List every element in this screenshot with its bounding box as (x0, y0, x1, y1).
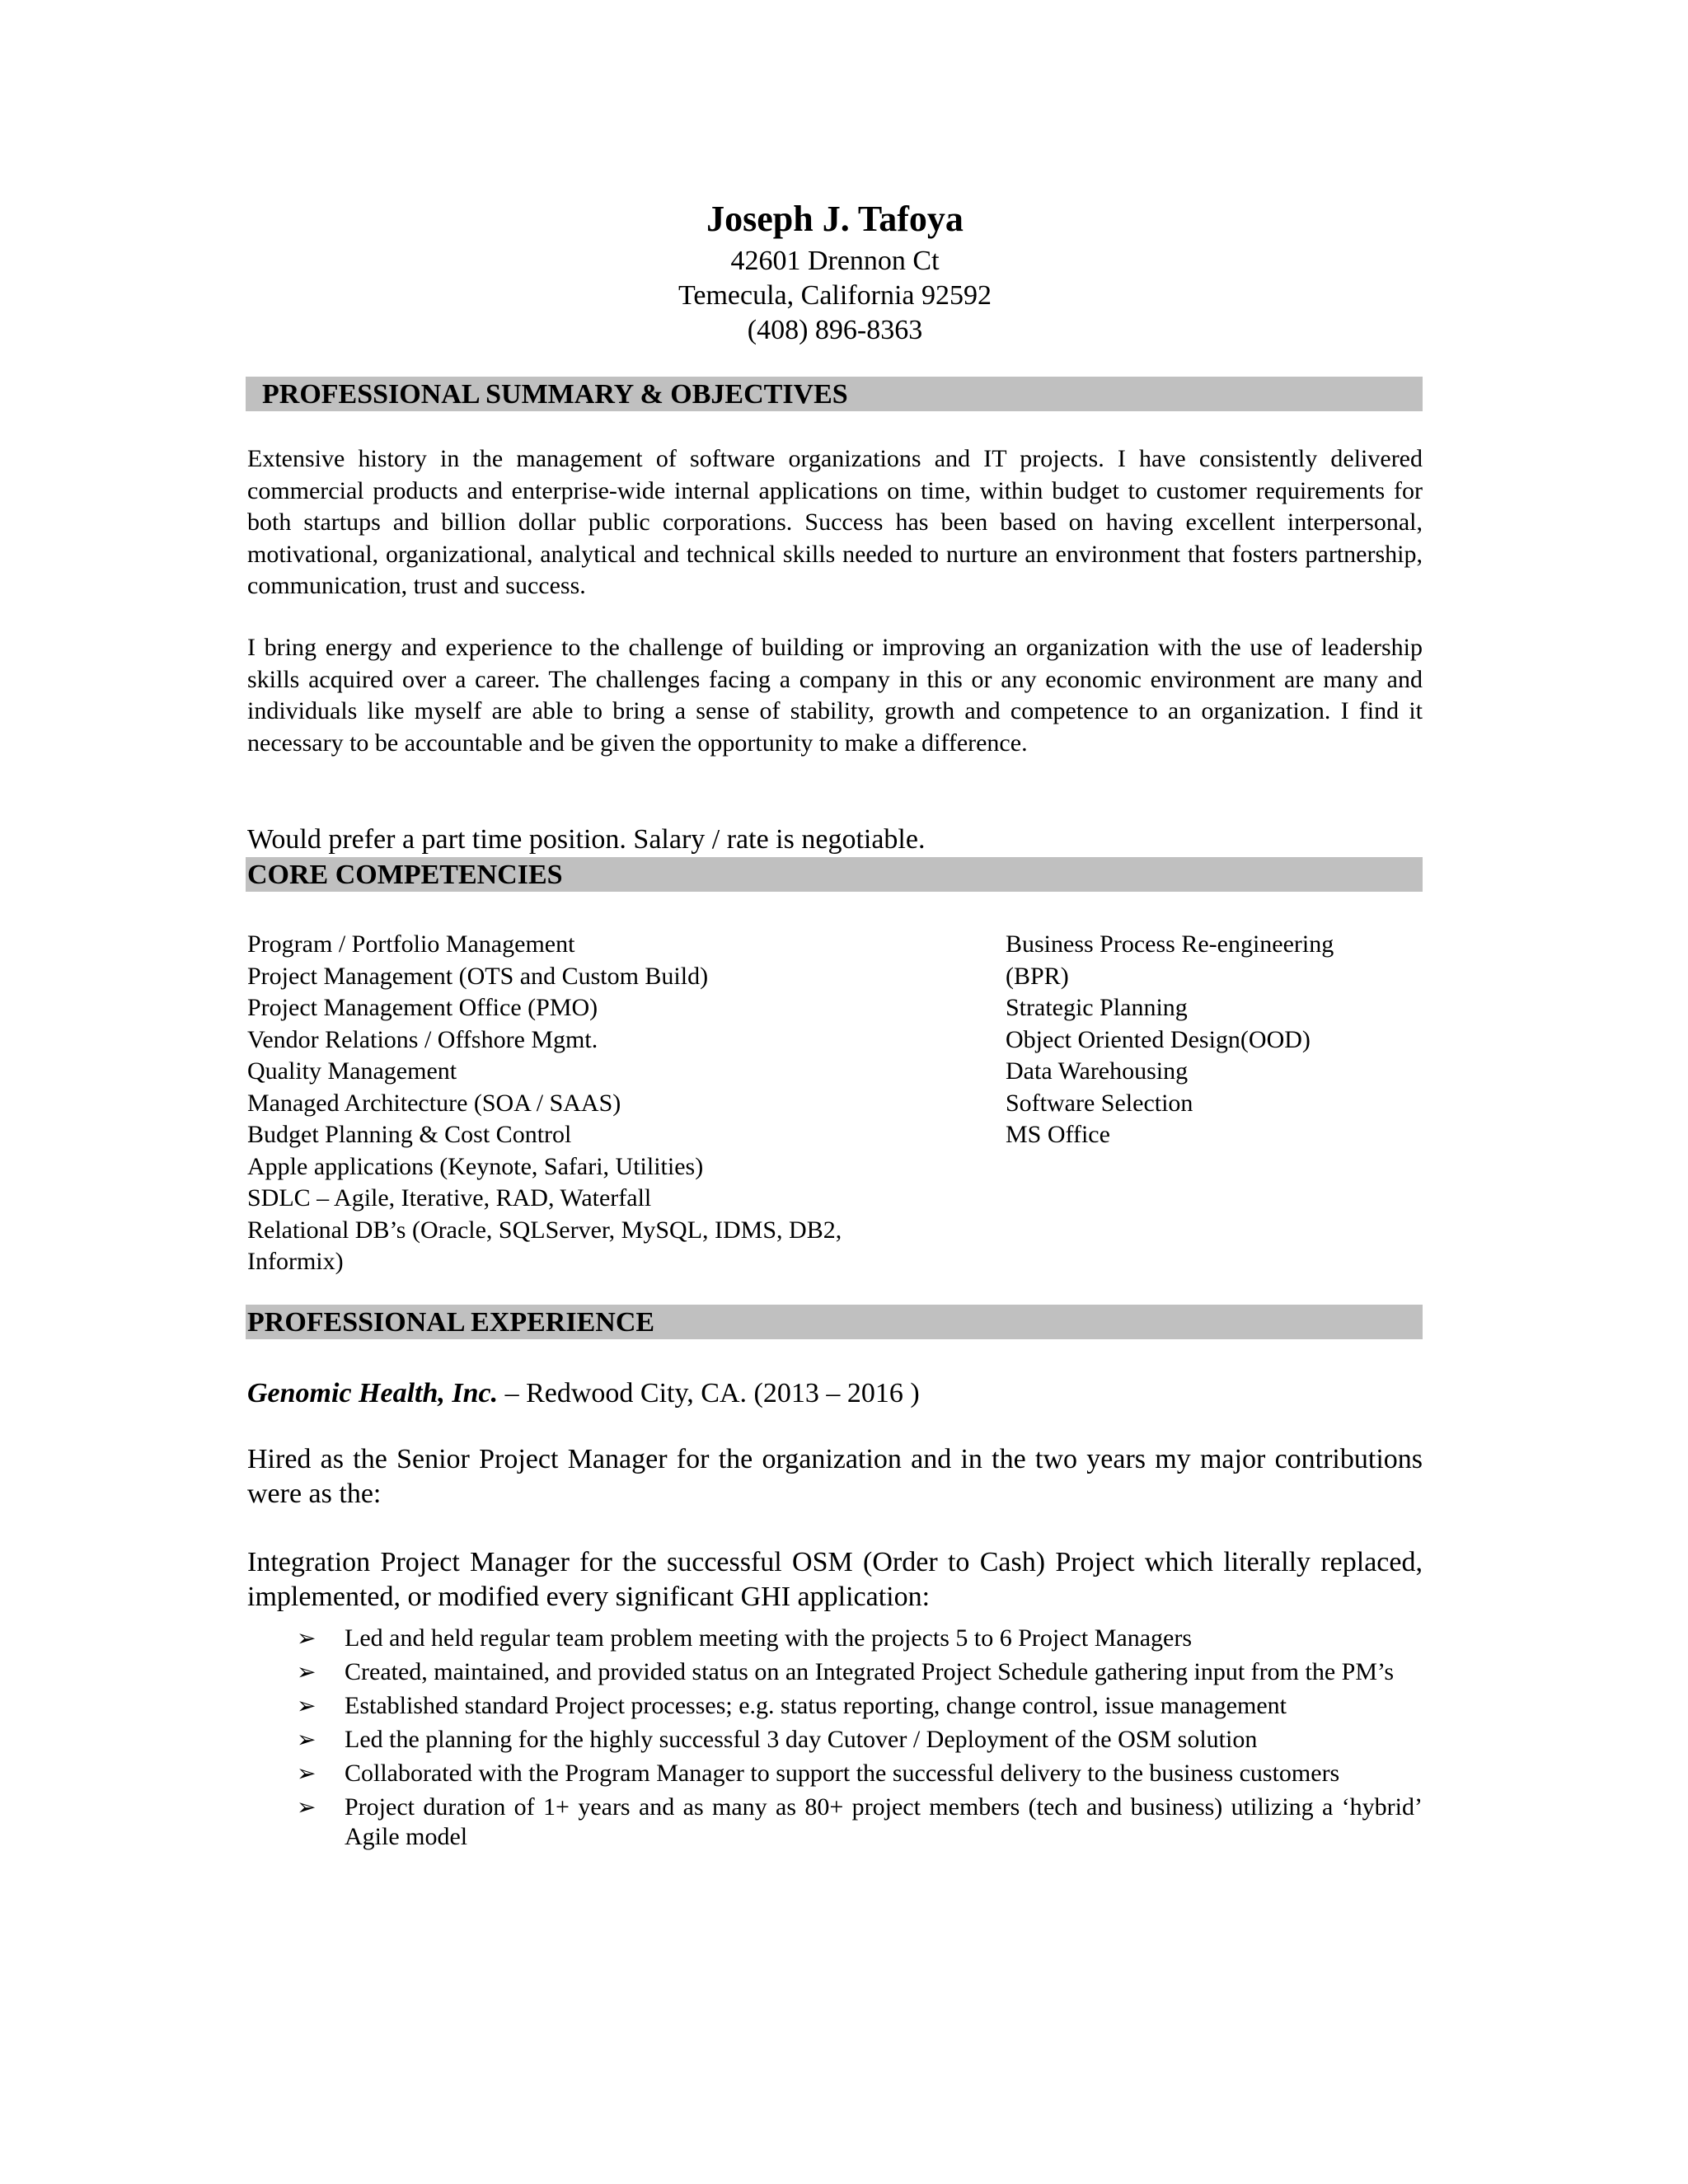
list-item (247, 1691, 1423, 1721)
competency-item: MS Office (1006, 1121, 1110, 1148)
employer-line (247, 1376, 920, 1411)
company-name: Genomic Health, Inc. (247, 1378, 499, 1408)
list-item (247, 1759, 1423, 1788)
bullet-text: Created, maintained, and provided status on an Integrated Project Schedule gathering input from the PM’s (345, 1658, 1395, 1685)
arrow-bullet-icon: ➢ (297, 1658, 316, 1685)
summary-paragraph-2: I bring energy and experience to the challenge of building or improving an organization with the use of leadership skills acquired over a career. The challenges facing a company in this or any economic environment are many and individuals like myself are able to bring a sense of stability, growth and competence to an organization. I find it necessary to be accountable and be given the opportunity to make a difference. (247, 634, 1423, 757)
list-item (247, 1657, 1423, 1687)
address-line-2: Temecula, California 92592 (678, 280, 992, 311)
arrow-bullet-icon: ➢ (297, 1624, 316, 1652)
arrow-bullet-icon: ➢ (297, 1793, 316, 1821)
competency-item: Vendor Relations / Offshore Mgmt. (247, 1025, 598, 1053)
experience-heading: PROFESSIONAL EXPERIENCE (246, 1305, 1423, 1339)
competency-item: Business Process Re-engineering (1006, 930, 1334, 958)
list-item (247, 1624, 1423, 1653)
summary-heading: PROFESSIONAL SUMMARY & OBJECTIVES (246, 377, 1423, 411)
competency-item: Relational DB’s (Oracle, SQLServer, MySQL, IDMS, DB2, (247, 1216, 842, 1244)
competency-item: Project Management (OTS and Custom Build) (247, 962, 709, 990)
bullet-text: Collaborated with the Program Manager to support the successful delivery to the business customers (345, 1760, 1340, 1787)
summary-paragraph-1: Extensive history in the management of software organizations and IT projects. I have consistently delivered commercial products and enterprise-wide internal applications on time, within budget to customer requirements for both startups and billion dollar public corporations. Success has been based on having excellent interpersonal, motivational, organizational, analytical and technical skills needed to nurture an environment that fosters partnership, communication, trust and success. (247, 445, 1423, 599)
competency-item: Program / Portfolio Management (247, 930, 575, 958)
candidate-name: Joseph J. Tafoya (706, 199, 964, 239)
experience-intro: Hired as the Senior Project Manager for the organization and in the two years my major contributions were as the: (247, 1444, 1423, 1509)
address-line-1: 42601 Drennon Ct (730, 246, 940, 276)
competencies-heading: CORE COMPETENCIES (246, 857, 1423, 892)
competency-item: Strategic Planning (1006, 994, 1188, 1021)
competency-item: (BPR) (1006, 962, 1069, 990)
list-item (247, 1793, 1423, 1852)
phone-number: (408) 896-8363 (747, 315, 923, 345)
competency-item: Budget Planning & Cost Control (247, 1121, 572, 1148)
competency-item: Managed Architecture (SOA / SAAS) (247, 1089, 621, 1117)
competency-item: Informix) (247, 1248, 344, 1275)
employer-location-dates: – Redwood City, CA. (2013 – 2016 ) (498, 1378, 920, 1408)
competency-item: Software Selection (1006, 1089, 1193, 1117)
competency-item: Data Warehousing (1006, 1057, 1189, 1085)
competencies-right-column (1006, 929, 1423, 1151)
competency-item: SDLC – Agile, Iterative, RAD, Waterfall (247, 1184, 652, 1212)
list-item (247, 1725, 1423, 1755)
competency-item: Object Oriented Design(OOD) (1006, 1025, 1311, 1053)
position-preference: Would prefer a part time position. Salary / rate is negotiable. (247, 824, 926, 855)
bullet-text: Led and held regular team problem meeting with the projects 5 to 6 Project Managers (345, 1624, 1193, 1652)
resume-header (247, 194, 1423, 348)
arrow-bullet-icon: ➢ (297, 1760, 316, 1787)
role-summary: Integration Project Manager for the successful OSM (Order to Cash) Project which literally replaced, implemented, or modified every significant GHI application: (247, 1547, 1423, 1612)
achievement-list (247, 1624, 1423, 1856)
competency-item: Project Management Office (PMO) (247, 994, 598, 1021)
bullet-text: Project duration of 1+ years and as many as 80+ project members (tech and business) utilizing a ‘hybrid’ Agile model (345, 1793, 1423, 1850)
bullet-text: Led the planning for the highly successful 3 day Cutover / Deployment of the OSM solution (345, 1726, 1258, 1753)
arrow-bullet-icon: ➢ (297, 1692, 316, 1719)
bullet-text: Established standard Project processes; e.g. status reporting, change control, issue management (345, 1692, 1287, 1719)
arrow-bullet-icon: ➢ (297, 1726, 316, 1753)
competency-item: Quality Management (247, 1057, 457, 1085)
competency-item: Apple applications (Keynote, Safari, Utilities) (247, 1152, 704, 1180)
competencies-left-column (247, 929, 948, 1278)
